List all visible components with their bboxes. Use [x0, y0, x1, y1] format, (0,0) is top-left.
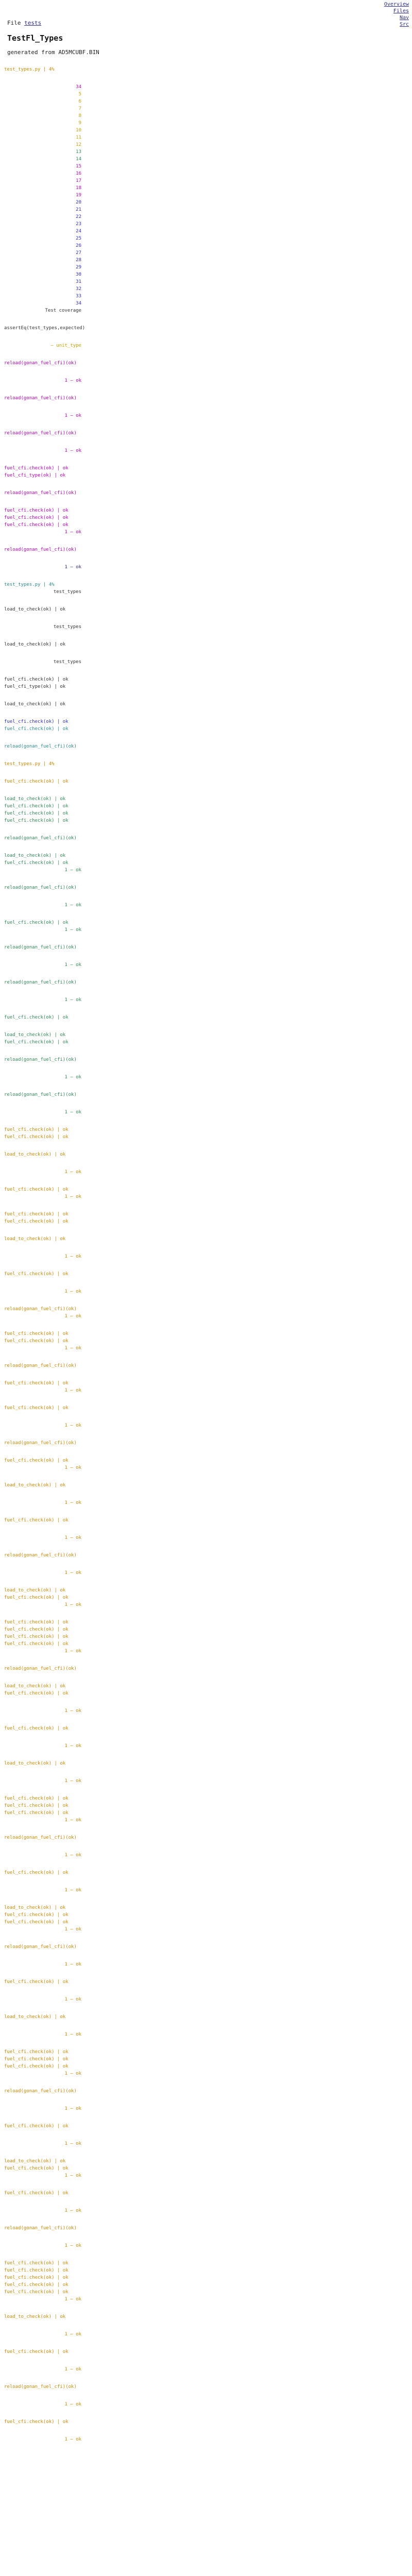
listing-line: 17	[76, 178, 81, 183]
listing-line: fuel_cfi.check(ok) | ok	[4, 677, 68, 682]
listing-line: fuel_cfi.check(ok) | ok	[4, 1518, 68, 1523]
listing-line: fuel_cfi.check(ok) | ok	[4, 1634, 68, 1639]
listing-line: test_types	[53, 624, 81, 630]
nav-link-src[interactable]: Src	[399, 22, 409, 27]
listing-line: 1 — ok	[64, 2173, 81, 2178]
listing-line: fuel_cfi.check(ok) | ok	[4, 1620, 68, 1625]
listing-line: reload(gonan_fuel_cfi)(ok)	[4, 361, 77, 366]
listing-line: 1 — ok	[64, 962, 81, 968]
listing-line: fuel_cfi.check(ok) | ok	[4, 2268, 68, 2273]
listing-line: 1 — ok	[64, 378, 81, 383]
listing-line: 5	[78, 92, 81, 97]
nav-link-files[interactable]: Files	[393, 8, 409, 14]
listing-line: fuel_cfi.check(ok) | ok	[4, 2282, 68, 2287]
listing-line: reload(gonan_fuel_cfi)(ok)	[4, 1835, 77, 1840]
listing-line: fuel_cfi.check(ok) | ok	[4, 1405, 68, 1411]
listing-line: 16	[76, 171, 81, 176]
listing-line: reload(gonan_fuel_cfi)(ok)	[4, 1440, 77, 1446]
listing-line: reload(gonan_fuel_cfi)(ok)	[4, 945, 77, 950]
listing-line: 1 — ok	[64, 1314, 81, 1319]
listing-line: load_to_check(ok) | ok	[4, 1236, 66, 1242]
listing-line: 1 — ok	[64, 1075, 81, 1080]
listing-line: 1 — ok	[64, 2243, 81, 2248]
listing-line: fuel_cfi.check(ok) | ok	[4, 860, 68, 866]
listing-line: reload(gonan_fuel_cfi)(ok)	[4, 2226, 77, 2231]
listing-line: load_to_check(ok) | ok	[4, 1588, 66, 1593]
listing-line: reload(gonan_fuel_cfi)(ok)	[4, 1553, 77, 1558]
listing-line: 8	[78, 113, 81, 118]
listing-line: fuel_cfi.check(ok) | ok	[4, 818, 68, 823]
listing-line: fuel_cfi.check(ok) | ok	[4, 1920, 68, 1925]
listing-line: fuel_cfi.check(ok) | ok	[4, 1979, 68, 1985]
listing-line: load_to_check(ok) | ok	[4, 853, 66, 858]
listing-line: fuel_cfi.check(ok) | ok	[4, 515, 68, 520]
listing-line: test_types	[53, 589, 81, 595]
listing-line: 1 — ok	[64, 1962, 81, 1967]
listing-line: fuel_cfi.check(ok) | ok	[4, 779, 68, 784]
listing-line: fuel_cfi.check(ok) | ok	[4, 1691, 68, 1696]
listing-line: 1 — ok	[64, 1818, 81, 1823]
listing-line: fuel_cfi.check(ok) | ok	[4, 2261, 68, 2266]
listing-line: 1 — ok	[64, 1743, 81, 1749]
listing-line: 1 — ok	[64, 1535, 81, 1540]
listing-line: reload(gonan_fuel_cfi)(ok)	[4, 1092, 77, 1097]
listing-line: reload(gonan_fuel_cfi)(ok)	[4, 1307, 77, 1312]
listing-line: fuel_cfi.check(ok) | ok	[4, 2064, 68, 2069]
listing-line: 1 — ok	[64, 2297, 81, 2302]
listing-line: 1 — ok	[64, 1388, 81, 1393]
listing-line: 15	[76, 164, 81, 169]
listing-line: 1 — ok	[64, 1346, 81, 1351]
top-nav	[371, 0, 412, 28]
listing-line: fuel_cfi.check(ok) | ok	[4, 466, 68, 471]
listing-line: reload(gonan_fuel_cfi)(ok)	[4, 1944, 77, 1950]
listing-line: reload(gonan_fuel_cfi)(ok)	[4, 1666, 77, 1671]
listing-line: 1 — ok	[64, 1254, 81, 1259]
listing-line: 1 — ok	[64, 1194, 81, 1199]
listing-line: 1 — ok	[64, 1170, 81, 1175]
listing-line: reload(gonan_fuel_cfi)(ok)	[4, 490, 77, 496]
listing-line: load_to_check(ok) | ok	[4, 1761, 66, 1766]
listing-line: load_to_check(ok) | ok	[4, 2314, 66, 2319]
listing-line: 24	[76, 229, 81, 234]
listing-line: 6	[78, 99, 81, 104]
listing-line: 1 — ok	[64, 2071, 81, 2076]
listing-line: 1 — ok	[64, 1708, 81, 1714]
listing-line: load_to_check(ok) | ok	[4, 1483, 66, 1488]
listing-line: 1 — ok	[64, 448, 81, 453]
listing-line: 25	[76, 236, 81, 241]
listing-line: fuel_cfi.check(ok) | ok	[4, 1627, 68, 1632]
listing-line: 21	[76, 207, 81, 212]
listing-line: fuel_cfi.check(ok) | ok	[4, 1187, 68, 1192]
listing-line: fuel_cfi.check(ok) | ok	[4, 2290, 68, 2295]
listing-line: reload(gonan_fuel_cfi)(ok)	[4, 1057, 77, 1062]
listing-line: 1 — ok	[64, 1423, 81, 1428]
listing-line: test_types.py | 4%	[4, 67, 55, 72]
listing-line: fuel_cfi.check(ok) | ok	[4, 811, 68, 816]
listing-line: 1 — ok	[64, 1888, 81, 1893]
file-prefix: File	[7, 20, 21, 26]
listing-line: load_to_check(ok) | ok	[4, 607, 66, 612]
listing-line: test_types.py | 4%	[4, 582, 55, 587]
listing-line: load_to_check(ok) | ok	[4, 1152, 66, 1157]
listing-line: test_types.py | 4%	[4, 761, 55, 767]
listing-line: fuel_cfi.check(ok) | ok	[4, 1870, 68, 1875]
listing-line: fuel_cfi.check(ok) | ok	[4, 726, 68, 732]
listing-line: 1 — ok	[64, 1778, 81, 1784]
listing-line: fuel_cfi.check(ok) | ok	[4, 1212, 68, 1217]
listing-line: 19	[76, 193, 81, 198]
listing-line: 1 — ok	[64, 1500, 81, 1505]
listing-line: reload(gonan_fuel_cfi)(ok)	[4, 2089, 77, 2094]
listing-line: fuel_cfi.check(ok) | ok	[4, 2191, 68, 2196]
listing-line: assertEq(test_types,expected)	[4, 326, 85, 331]
listing-line: fuel_cfi.check(ok) | ok	[4, 1796, 68, 1801]
listing-line: 28	[76, 258, 81, 263]
listing-line: 1 — ok	[64, 903, 81, 908]
listing-line: fuel_cfi.check(ok) | ok	[4, 1912, 68, 1918]
listing-line: 29	[76, 265, 81, 270]
listing-line: 1 — ok	[64, 1649, 81, 1654]
listing-line: reload(gonan_fuel_cfi)(ok)	[4, 1363, 77, 1368]
listing-line: 23	[76, 222, 81, 227]
listing-line: test_types	[53, 659, 81, 665]
source-listing	[4, 66, 85, 2443]
listing-line: 26	[76, 243, 81, 248]
listing-line: fuel_cfi.check(ok) | ok	[4, 2349, 68, 2354]
listing-line: load_to_check(ok) | ok	[4, 702, 66, 707]
listing-line: 14	[76, 157, 81, 162]
generated-note: generated from AD5MCUBF.BIN	[7, 49, 99, 56]
listing-line: 13	[76, 149, 81, 155]
listing-line: fuel_cfi.check(ok) | ok	[4, 1219, 68, 1224]
listing-line: load_to_check(ok) | ok	[4, 2159, 66, 2164]
listing-line: 11	[76, 135, 81, 140]
listing-line: fuel_cfi_type(ok) | ok	[4, 684, 66, 689]
listing-line: load_to_check(ok) | ok	[4, 1684, 66, 1689]
listing-line: 1 — ok	[64, 2106, 81, 2111]
listing-line: reload(gonan_fuel_cfi)(ok)	[4, 836, 77, 841]
listing-line: 1 — ok	[64, 868, 81, 873]
listing-line: fuel_cfi.check(ok) | ok	[4, 1810, 68, 1816]
listing-line: 1 — ok	[64, 413, 81, 418]
listing-line: 27	[76, 250, 81, 256]
listing-line: 1 — ok	[64, 1110, 81, 1115]
listing-line: 1 — ok	[64, 1570, 81, 1575]
listing-line: 22	[76, 214, 81, 219]
listing-line: 1 — ok	[64, 2032, 81, 2037]
listing-line: 1 — ok	[64, 2367, 81, 2372]
listing-line: fuel_cfi.check(ok) | ok	[4, 2275, 68, 2280]
listing-line: fuel_cfi.check(ok) | ok	[4, 522, 68, 528]
listing-line: fuel_cfi.check(ok) | ok	[4, 1015, 68, 1020]
listing-line: 1 — ok	[64, 530, 81, 535]
file-link[interactable]: tests	[24, 20, 42, 26]
listing-line: 1 — ok	[64, 2402, 81, 2407]
listing-line: fuel_cfi.check(ok) | ok	[4, 1641, 68, 1647]
listing-line: load_to_check(ok) | ok	[4, 796, 66, 802]
listing-line: load_to_check(ok) | ok	[4, 1032, 66, 1038]
listing-line: 1 — ok	[64, 1465, 81, 1470]
page-title: TestFl_Types	[7, 33, 63, 43]
listing-line: fuel_cfi.check(ok) | ok	[4, 2057, 68, 2062]
file-header	[7, 20, 99, 56]
listing-line: reload(gonan_fuel_cfi)(ok)	[4, 885, 77, 890]
listing-line: fuel_cfi.check(ok) | ok	[4, 1803, 68, 1808]
listing-line: 1 — ok	[64, 1853, 81, 1858]
listing-line: 1 — ok	[64, 1927, 81, 1932]
listing-line: fuel_cfi.check(ok) | ok	[4, 2124, 68, 2129]
listing-line: fuel_cfi.check(ok) | ok	[4, 1127, 68, 1132]
listing-line: 1 — ok	[64, 927, 81, 933]
listing-line: 33	[76, 294, 81, 299]
listing-line: load_to_check(ok) | ok	[4, 2014, 66, 2020]
listing-line: load_to_check(ok) | ok	[4, 1905, 66, 1910]
listing-line: fuel_cfi.check(ok) | ok	[4, 1381, 68, 1386]
listing-line: fuel_cfi.check(ok) | ok	[4, 1331, 68, 1336]
nav-link-overview[interactable]: Overview	[384, 2, 409, 7]
listing-line: load_to_check(ok) | ok	[4, 642, 66, 647]
listing-line: reload(gonan_fuel_cfi)(ok)	[4, 980, 77, 985]
listing-line: 10	[76, 128, 81, 133]
listing-line: 30	[76, 272, 81, 277]
listing-line: 7	[78, 106, 81, 111]
listing-line: fuel_cfi.check(ok) | ok	[4, 1726, 68, 1731]
listing-line: reload(gonan_fuel_cfi)(ok)	[4, 431, 77, 436]
listing-line: 20	[76, 200, 81, 205]
listing-line: 1 — ok	[64, 997, 81, 1003]
listing-line: fuel_cfi.check(ok) | ok	[4, 1134, 68, 1140]
listing-line: fuel_cfi.check(ok) | ok	[4, 1040, 68, 1045]
listing-line: fuel_cfi.check(ok) | ok	[4, 1595, 68, 1600]
listing-line: fuel_cfi.check(ok) | ok	[4, 1338, 68, 1344]
file-path	[7, 20, 99, 26]
listing-line: 1 — ok	[64, 2141, 81, 2146]
listing-line: 12	[76, 142, 81, 147]
listing-line: 1 — ok	[64, 565, 81, 570]
listing-line: fuel_cfi_type(ok) | ok	[4, 473, 66, 478]
listing-line: fuel_cfi.check(ok) | ok	[4, 2166, 68, 2171]
nav-link-nav[interactable]: Nav	[399, 15, 409, 21]
listing-line: fuel_cfi.check(ok) | ok	[4, 1272, 68, 1277]
listing-line: 32	[76, 286, 81, 292]
listing-line: fuel_cfi.check(ok) | ok	[4, 920, 68, 925]
listing-line: 1 — ok	[64, 1289, 81, 1294]
listing-line: fuel_cfi.check(ok) | ok	[4, 1458, 68, 1463]
listing-line: reload(gonan_fuel_cfi)(ok)	[4, 547, 77, 552]
listing-line: fuel_cfi.check(ok) | ok	[4, 719, 68, 724]
listing-line: reload(gonan_fuel_cfi)(ok)	[4, 744, 77, 749]
listing-line: — unit_type	[50, 343, 81, 348]
listing-line: 34	[76, 301, 81, 306]
listing-line: 1 — ok	[64, 1997, 81, 2002]
listing-line: 1 — ok	[64, 2208, 81, 2213]
listing-line: Test coverage	[45, 308, 81, 313]
listing-line: 1 — ok	[64, 2437, 81, 2442]
listing-line: 31	[76, 279, 81, 284]
listing-line: 1 — ok	[64, 1602, 81, 1607]
listing-line: 18	[76, 185, 81, 191]
listing-line: reload(gonan_fuel_cfi)(ok)	[4, 2384, 77, 2389]
listing-line: reload(gonan_fuel_cfi)(ok)	[4, 396, 77, 401]
listing-line: fuel_cfi.check(ok) | ok	[4, 2419, 68, 2425]
listing-line: fuel_cfi.check(ok) | ok	[4, 508, 68, 513]
listing-line: fuel_cfi.check(ok) | ok	[4, 2049, 68, 2055]
listing-line: fuel_cfi.check(ok) | ok	[4, 804, 68, 809]
listing-line: 1 — ok	[64, 2332, 81, 2337]
listing-line: 34	[76, 84, 81, 90]
listing-line: 9	[78, 121, 81, 126]
